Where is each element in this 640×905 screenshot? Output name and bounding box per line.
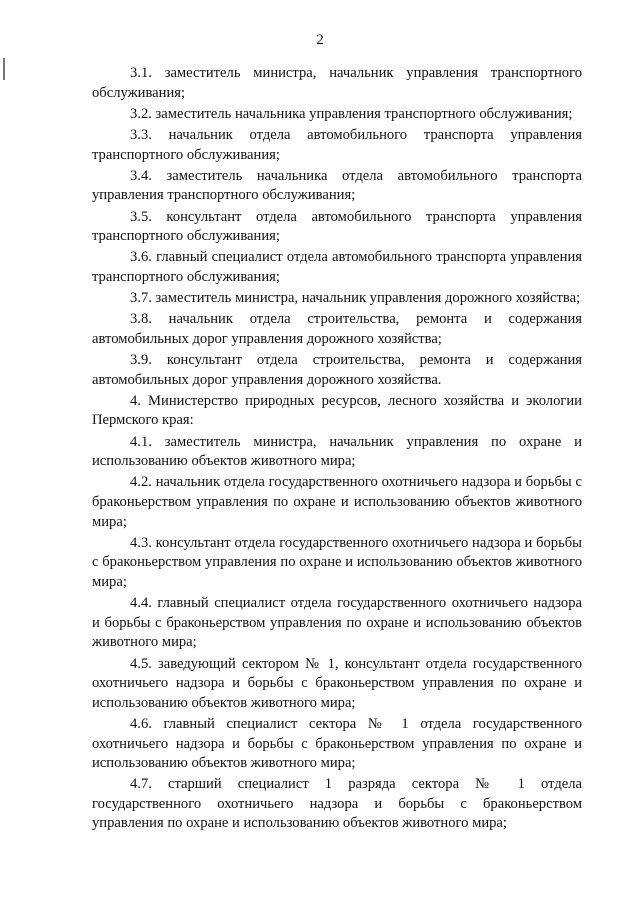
page-number: 2: [316, 32, 324, 48]
paragraph: 3.9. консультант отдела строительства, ремонта и содержания автомобильных дорог управления дорожного хозяйства.: [92, 352, 582, 388]
paragraph: 3.7. заместитель министра, начальник управления дорожного хозяйства;: [130, 290, 581, 307]
paragraph: 4.4. главный специалист отдела государственного охотничьего надзора и борьбы с браконьерством управления по охране и использованию объектов животного мира;: [92, 595, 582, 651]
margin-mark: [3, 58, 5, 80]
paragraph: 3.2. заместитель начальника управления транспортного обслуживания;: [130, 105, 573, 122]
paragraph: 3.1. заместитель министра, начальник управления транспортного обслуживания;: [92, 65, 582, 101]
paragraph: 4.7. старший специалист 1 разряда сектора № 1 отдела государственного охотничьего надзора и борьбы с браконьерством управления по охране и использованию объектов животного мира;: [92, 776, 582, 832]
paragraph: 4.5. заведующий сектором № 1, консультант отдела государственного охотничьего надзора и борьбы с браконьерством управления по охране и использованию объектов животного мира;: [92, 655, 582, 711]
paragraph: 3.4. заместитель начальника отдела автомобильного транспорта управления транспортного обслуживания;: [92, 167, 582, 204]
paragraph: 4.2. начальник отдела государственного охотничьего надзора и борьбы с браконьерством управления по охране и использованию объектов животного мира;: [92, 474, 582, 530]
paragraph: 3.5. консультант отдела автомобильного транспорта управления транспортного обслуживания;: [92, 208, 582, 245]
paragraph: 3.8. начальник отдела строительства, ремонта и содержания автомобильных дорог управления дорожного хозяйства;: [92, 311, 582, 347]
paragraph: 4.3. консультант отдела государственного охотничьего надзора и борьбы с браконьерством управления по охране и использованию объектов животного мира;: [92, 534, 582, 590]
paragraph: 4.1. заместитель министра, начальник управления по охране и использованию объектов животного мира;: [92, 433, 582, 470]
document-body: [92, 64, 582, 836]
paragraph: 3.6. главный специалист отдела автомобильного транспорта управления транспортного обслуживания;: [92, 249, 582, 285]
paragraph: 4. Министерство природных ресурсов, лесного хозяйства и экологии Пермского края:: [92, 392, 582, 429]
paragraph: 3.3. начальник отдела автомобильного транспорта управления транспортного обслуживания;: [92, 126, 582, 163]
paragraph: 4.6. главный специалист сектора № 1 отдела государственного охотничьего надзора и борьбы с браконьерством управления по охране и использованию объектов животного мира;: [92, 715, 582, 772]
